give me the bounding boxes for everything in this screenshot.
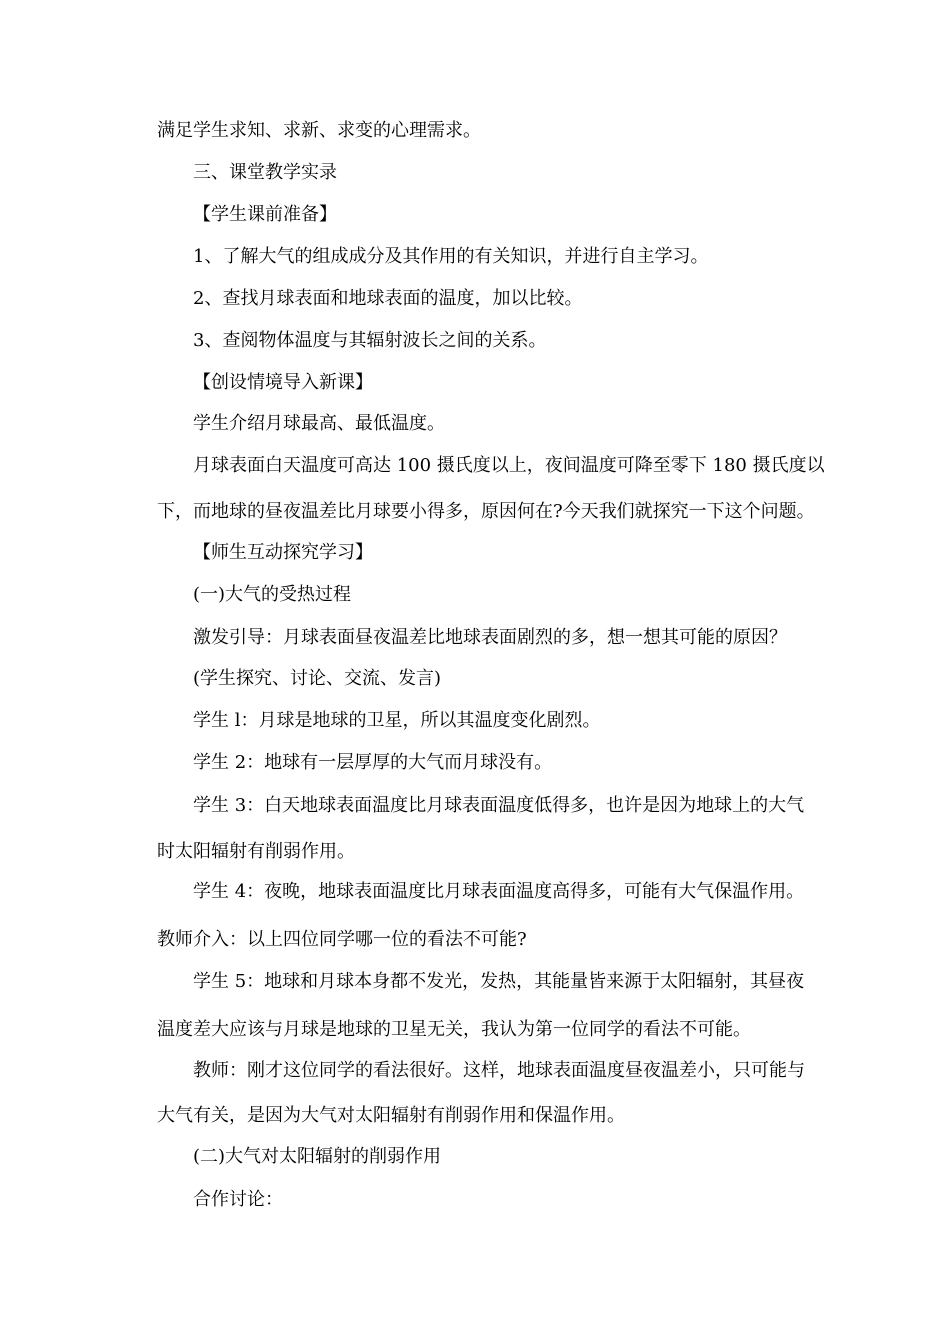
- subsection-heading: 【学生课前准备】: [193, 204, 337, 225]
- list-item: 2、查找月球表面和地球表面的温度，加以比较。: [193, 288, 583, 309]
- paragraph-line: 学生 2：地球有一层厚厚的大气而月球没有。: [193, 752, 553, 773]
- paragraph-line: 学生 3：白天地球表面温度比月球表面温度低得多，也许是因为地球上的大气: [193, 795, 805, 816]
- paragraph-line: 月球表面白天温度可高达 100 摄氏度以上，夜间温度可降至零下 180 摄氏度以: [193, 455, 825, 476]
- paragraph-line: (学生探究、讨论、交流、发言): [193, 668, 442, 689]
- paragraph-line: 学生 l：月球是地球的卫星，所以其温度变化剧烈。: [193, 710, 601, 731]
- paragraph-line: 合作讨论：: [193, 1189, 283, 1210]
- subsection-heading: 【创设情境导入新课】: [193, 372, 373, 393]
- paragraph-line: 教师：刚才这位同学的看法很好。这样，地球表面温度昼夜温差小，只可能与: [193, 1060, 805, 1081]
- paragraph-line: 教师介入：以上四位同学哪一位的看法不可能?: [157, 929, 527, 950]
- paragraph-line: 学生 4：夜晚，地球表面温度比月球表面温度高得多，可能有大气保温作用。: [193, 881, 805, 902]
- paragraph-line: 满足学生求知、求新、求变的心理需求。: [157, 120, 481, 141]
- list-item: 1、了解大气的组成成分及其作用的有关知识，并进行自主学习。: [193, 246, 709, 267]
- paragraph-line: 学生 5：地球和月球本身都不发光，发热，其能量皆来源于太阳辐射，其昼夜: [193, 971, 805, 992]
- paragraph-line: 时太阳辐射有削弱作用。: [157, 841, 355, 862]
- paragraph-line: 温度差大应该与月球是地球的卫星无关，我认为第一位同学的看法不可能。: [157, 1019, 751, 1040]
- topic-heading: (一)大气的受热过程: [193, 584, 352, 605]
- subsection-heading: 【师生互动探究学习】: [193, 542, 373, 563]
- topic-heading: (二)大气对太阳辐射的削弱作用: [193, 1146, 442, 1167]
- paragraph-line: 下，而地球的昼夜温差比月球要小得多，原因何在?今天我们就探究一下这个问题。: [157, 501, 815, 522]
- paragraph-line: 学生介绍月球最高、最低温度。: [193, 413, 445, 434]
- section-heading: 三、课堂教学实录: [193, 162, 337, 183]
- paragraph-line: 激发引导：月球表面昼夜温差比地球表面剧烈的多，想一想其可能的原因？: [193, 627, 787, 648]
- list-item: 3、查阅物体温度与其辐射波长之间的关系。: [193, 330, 547, 351]
- paragraph-line: 大气有关，是因为大气对太阳辐射有削弱作用和保温作用。: [157, 1105, 625, 1126]
